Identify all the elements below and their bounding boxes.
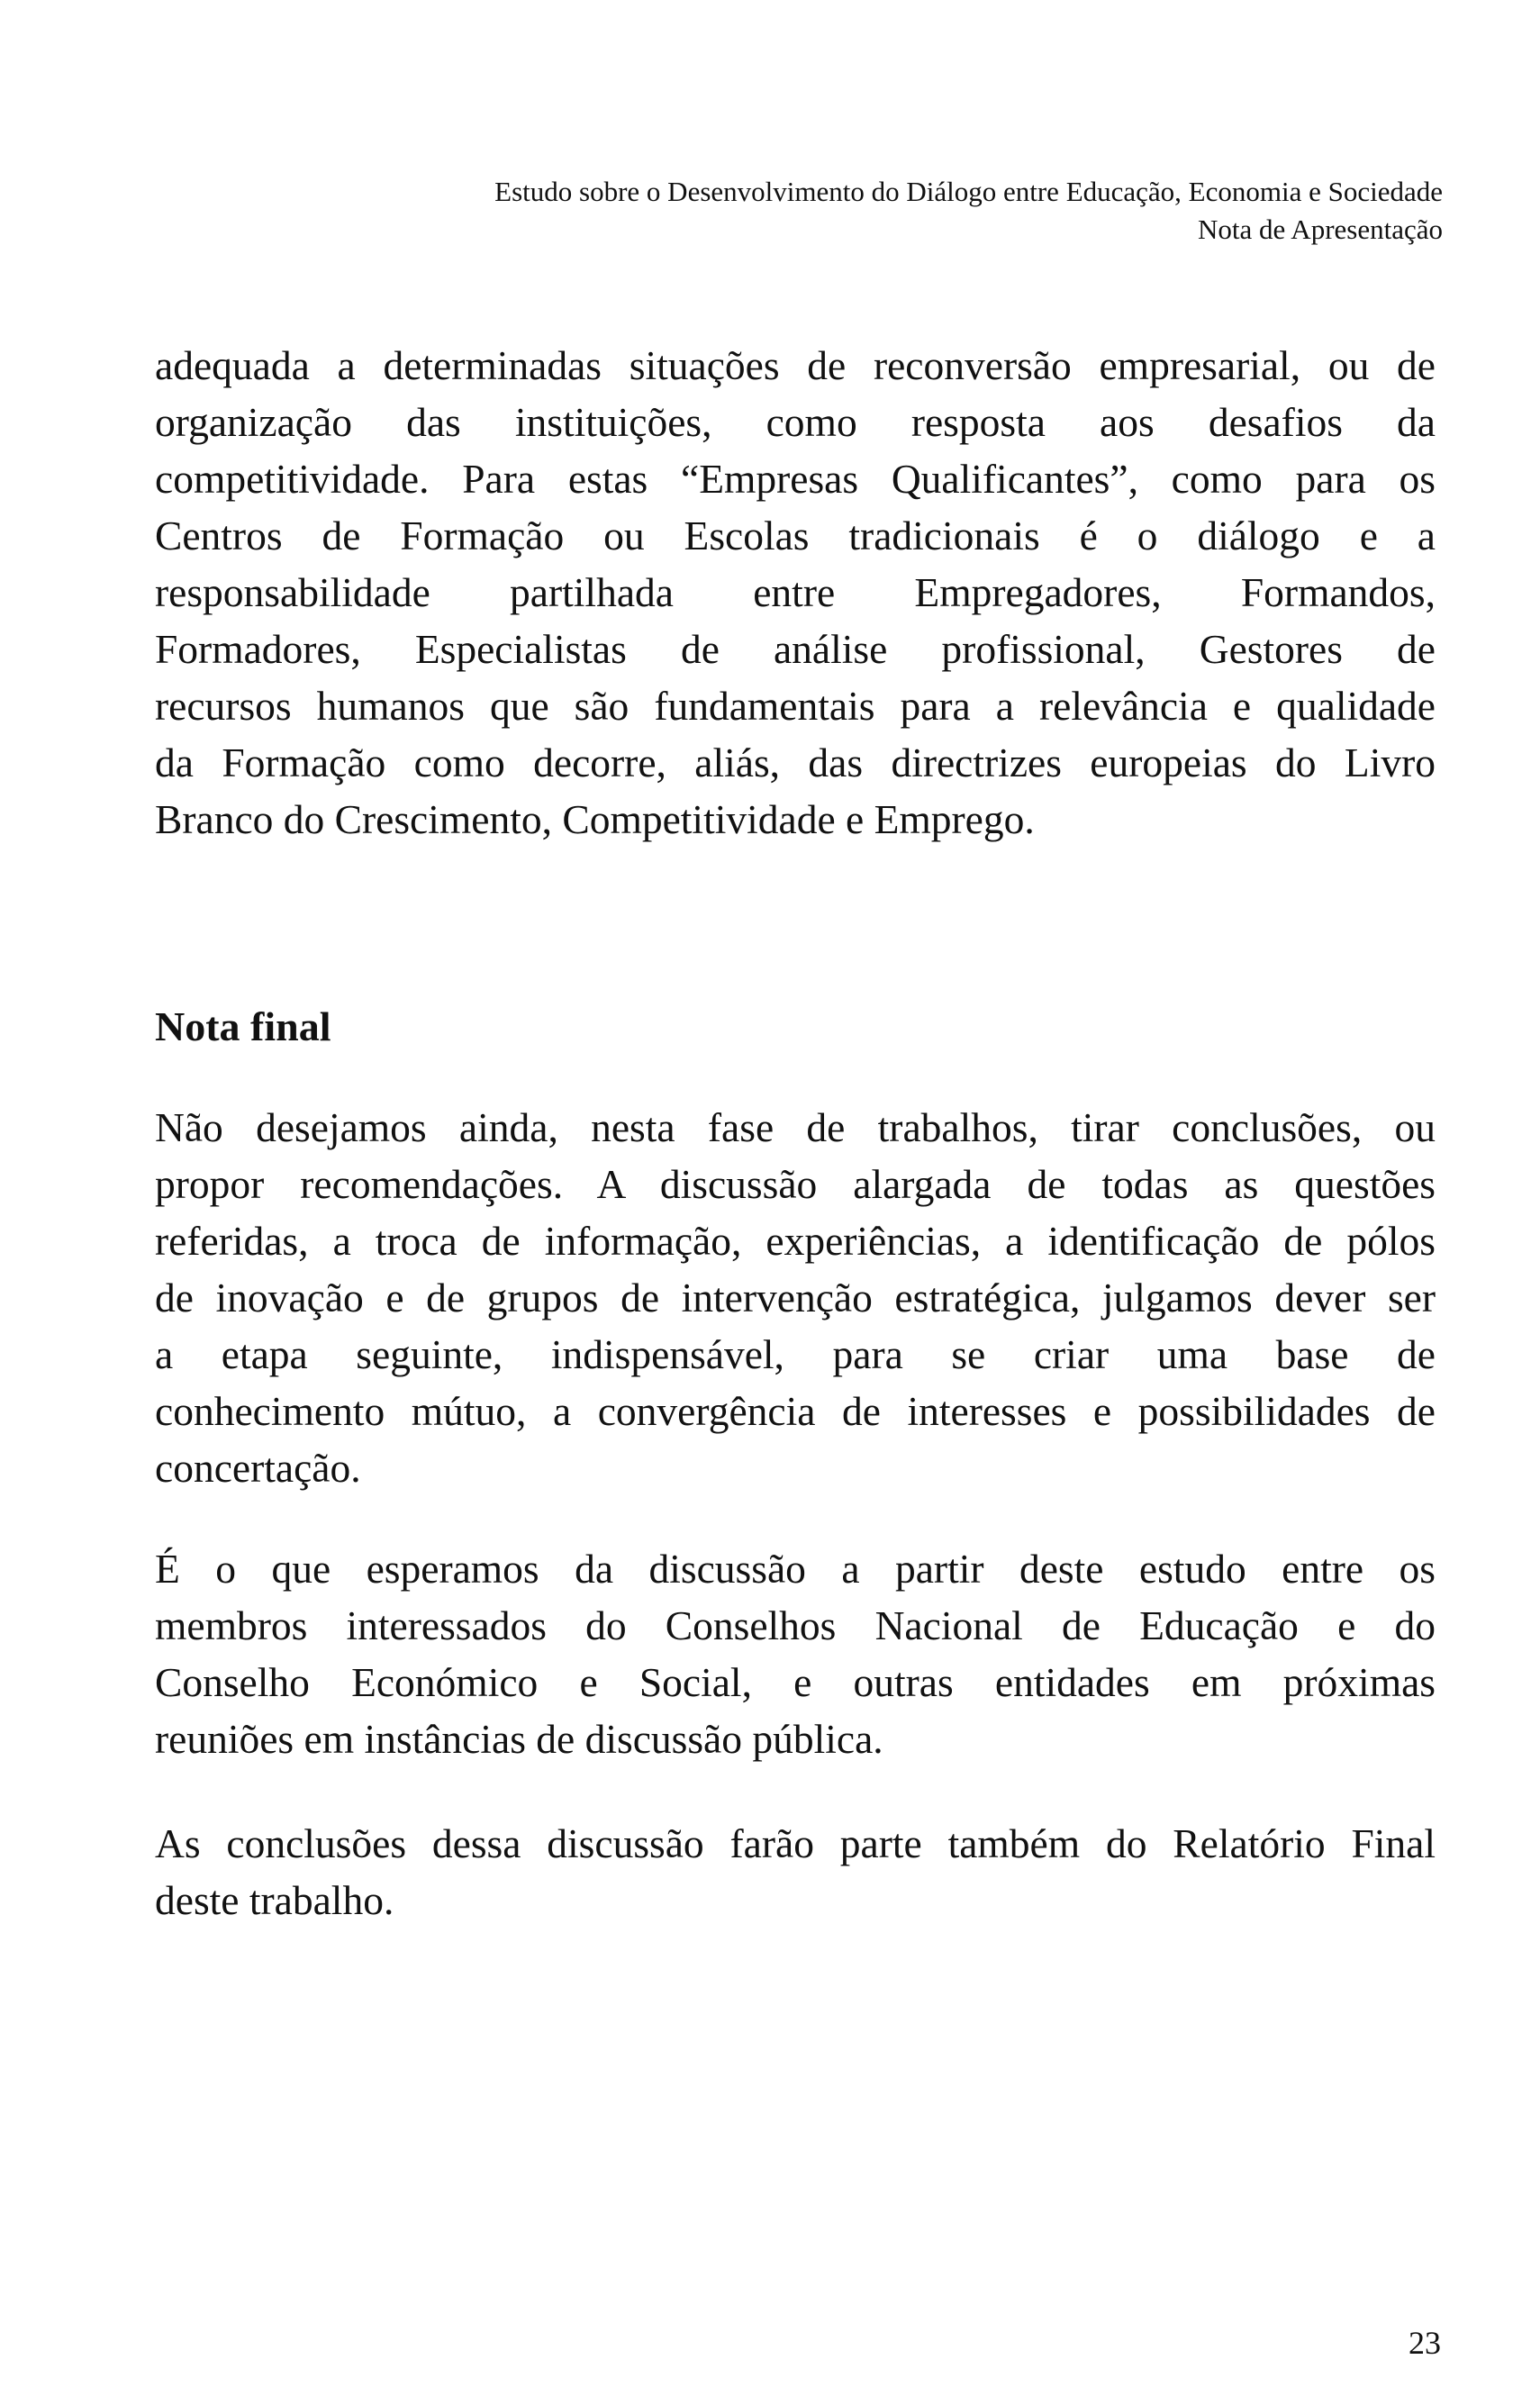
text-line: propor recomendações. A discussão alargada de todas as questões <box>155 1161 1436 1207</box>
paragraph-3 <box>155 1540 1436 1767</box>
header-title: Estudo sobre o Desenvolvimento do Diálogo entre Educação, Economia e Sociedade <box>494 176 1443 207</box>
text-line: de inovação e de grupos de intervenção estratégica, julgamos dever ser <box>155 1275 1436 1320</box>
text-line: competitividade. Para estas “Empresas Qualificantes”, como para os <box>155 456 1436 502</box>
text-line: concertação. <box>155 1445 361 1491</box>
text-line: Não desejamos ainda, nesta fase de trabalhos, tirar conclusões, ou <box>155 1104 1436 1150</box>
section-heading: Nota final <box>155 1003 331 1049</box>
text-line: recursos humanos que são fundamentais para a relevância e qualidade <box>155 683 1436 729</box>
text-line: É o que esperamos da discussão a partir deste estudo entre os <box>155 1546 1436 1592</box>
text-line: responsabilidade partilhada entre Empregadores, Formandos, <box>155 569 1436 615</box>
text-line: Branco do Crescimento, Competitividade e Emprego. <box>155 796 1035 842</box>
text-line: deste trabalho. <box>155 1877 394 1923</box>
paragraph-2 <box>155 1099 1436 1496</box>
text-line: referidas, a troca de informação, experiências, a identificação de pólos <box>155 1218 1436 1264</box>
text-line: Formadores, Especialistas de análise profissional, Gestores de <box>155 626 1436 672</box>
header-subtitle: Nota de Apresentação <box>1198 213 1443 245</box>
running-header <box>494 173 1443 249</box>
paragraph-1 <box>155 337 1436 848</box>
text-line: da Formação como decorre, aliás, das directrizes europeias do Livro <box>155 740 1436 785</box>
text-line: Centros de Formação ou Escolas tradicionais é o diálogo e a <box>155 513 1436 558</box>
paragraph-4 <box>155 1815 1436 1929</box>
text-line: a etapa seguinte, indispensável, para se criar uma base de <box>155 1331 1436 1377</box>
text-line: conhecimento mútuo, a convergência de interesses e possibilidades de <box>155 1388 1436 1434</box>
text-line: As conclusões dessa discussão farão parte também do Relatório Final <box>155 1820 1436 1866</box>
page-number: 23 <box>1409 2325 1441 2361</box>
text-line: membros interessados do Conselhos Nacional de Educação e do <box>155 1602 1436 1648</box>
text-line: adequada a determinadas situações de reconversão empresarial, ou de <box>155 342 1436 388</box>
text-line: reuniões em instâncias de discussão pública. <box>155 1716 883 1762</box>
text-line: organização das instituições, como resposta aos desafios da <box>155 399 1436 445</box>
text-line: Conselho Económico e Social, e outras entidades em próximas <box>155 1659 1436 1705</box>
